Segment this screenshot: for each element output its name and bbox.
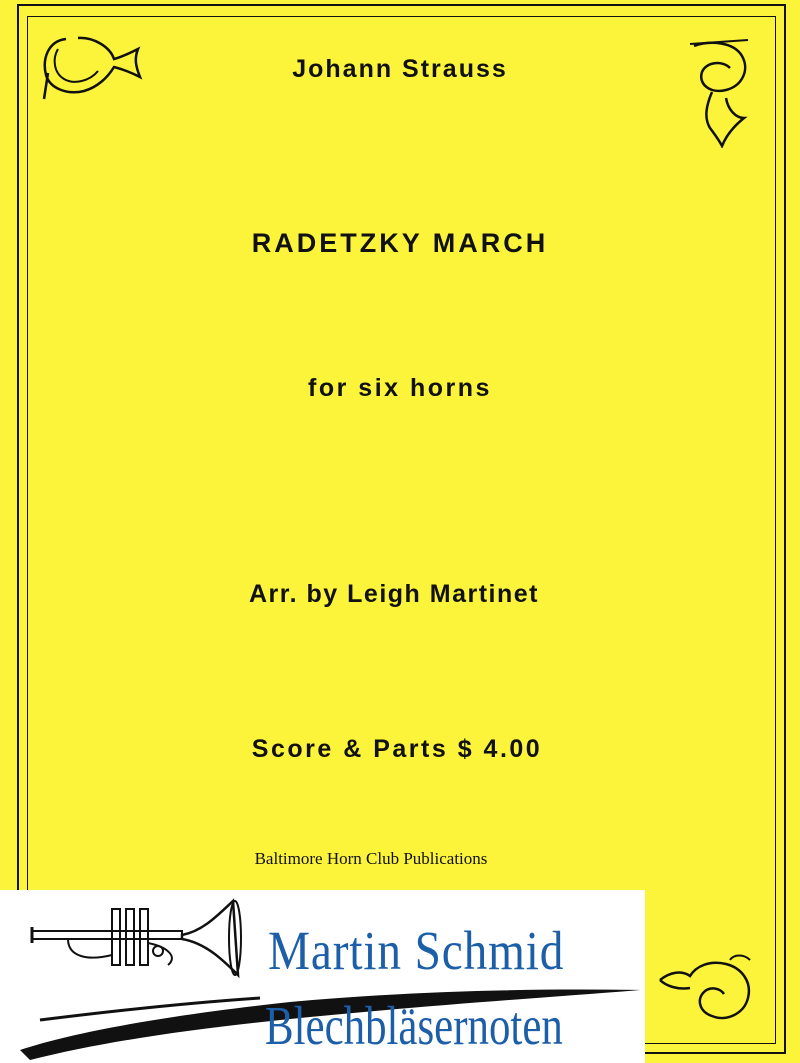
trumpet-icon bbox=[28, 895, 268, 980]
watermark-line-2: Blechbläsernoten bbox=[265, 995, 563, 1056]
french-horn-icon bbox=[656, 950, 766, 1030]
composer-name: Johann Strauss bbox=[292, 55, 508, 83]
instrumentation: for six horns bbox=[308, 374, 492, 402]
piece-title: RADETZKY MARCH bbox=[251, 228, 549, 258]
price-label: Score & Parts $ 4.00 bbox=[251, 735, 543, 763]
publisher-name: Baltimore Horn Club Publications bbox=[254, 849, 488, 868]
watermark-line-1: Martin Schmid bbox=[268, 920, 565, 981]
arranger-credit: Arr. by Leigh Martinet bbox=[249, 580, 539, 608]
